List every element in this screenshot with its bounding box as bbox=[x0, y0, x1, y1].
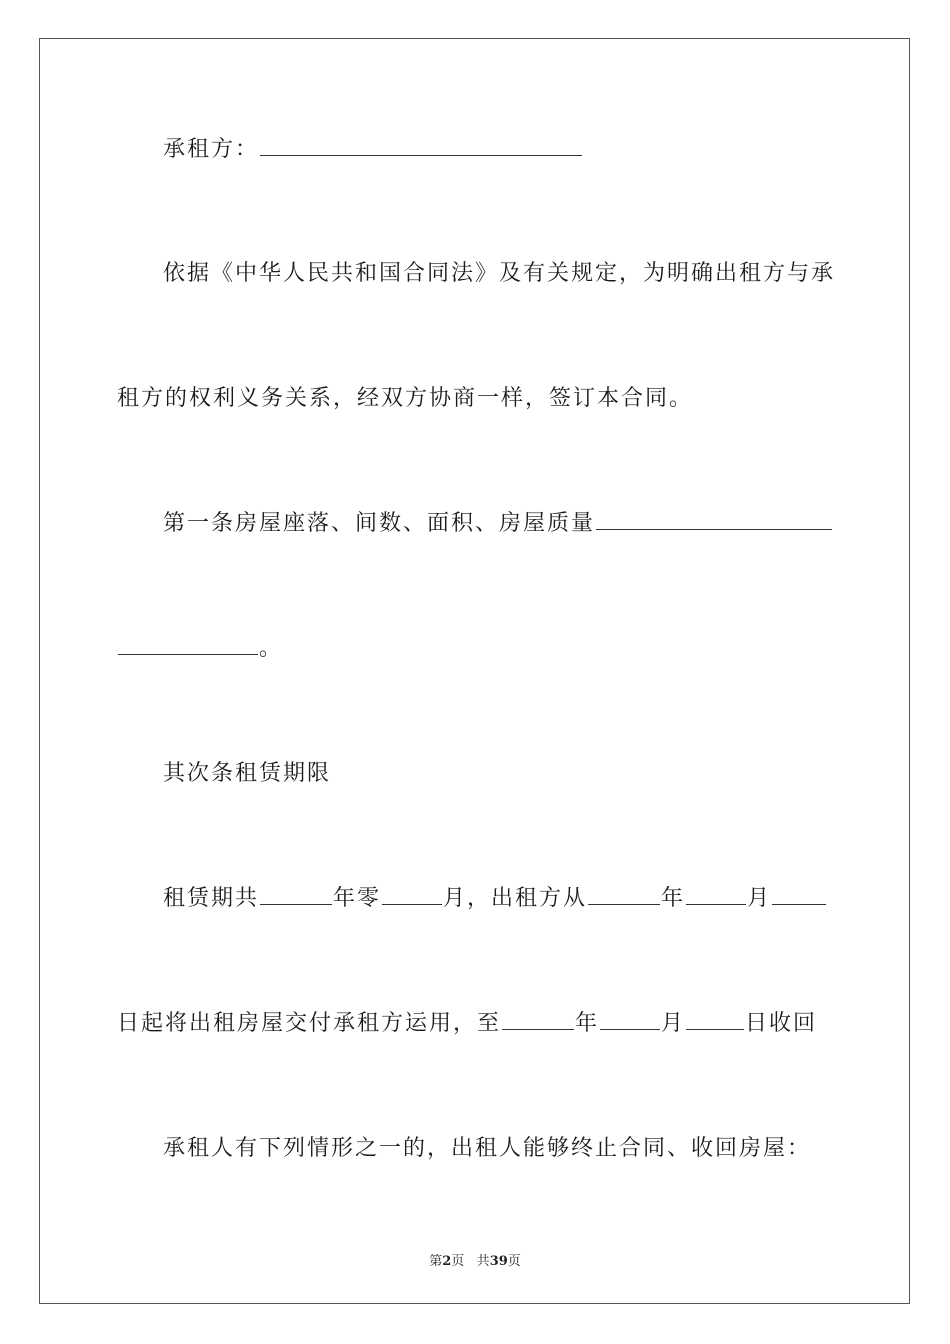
footer-total-unit: 页 bbox=[507, 1254, 521, 1269]
tenant-line bbox=[163, 135, 583, 165]
term-text-h: 月 bbox=[661, 1011, 686, 1036]
article-1-continuation bbox=[117, 634, 283, 664]
termination-clause: 承租人有下列情形之一的，出租人能够终止合同、收回房屋： bbox=[163, 1136, 812, 1161]
term-line-2 bbox=[117, 1009, 817, 1039]
term-text-a: 租赁期共 bbox=[163, 886, 260, 911]
paragraph-1a: 依据《中华人民共和国合同法》及有关规定，为明确出租方与承 bbox=[163, 261, 836, 286]
tenant-blank bbox=[260, 137, 582, 156]
article-2-title: 其次条租赁期限 bbox=[163, 761, 332, 786]
blank-start-year bbox=[588, 886, 660, 905]
page-border bbox=[39, 38, 910, 1304]
article-1-text: 第一条房屋座落、间数、面积、房屋质量 bbox=[163, 511, 596, 536]
term-line-1 bbox=[163, 884, 827, 914]
blank-end-day bbox=[686, 1011, 744, 1030]
blank-years bbox=[260, 886, 332, 905]
blank-start-month bbox=[686, 886, 746, 905]
footer-total-prefix: 共 bbox=[476, 1254, 490, 1269]
term-text-e: 月 bbox=[747, 886, 772, 911]
term-text-b: 年零 bbox=[333, 886, 382, 911]
blank-end-year bbox=[502, 1011, 574, 1030]
term-text-d: 年 bbox=[661, 886, 686, 911]
article-1-blank bbox=[596, 511, 832, 530]
blank-start-day bbox=[772, 886, 826, 905]
footer-page-unit: 页 bbox=[451, 1254, 465, 1269]
term-text-f: 日起将出租房屋交付承租方运用，至 bbox=[117, 1011, 502, 1036]
article-1-blank-2 bbox=[118, 636, 258, 655]
article-1-line bbox=[163, 509, 833, 539]
page-footer bbox=[0, 1250, 950, 1269]
term-text-g: 年 bbox=[575, 1011, 600, 1036]
footer-page-number: 2 bbox=[442, 1254, 452, 1269]
term-text-i: 日收回 bbox=[745, 1011, 818, 1036]
blank-months bbox=[382, 886, 442, 905]
tenant-label: 承租方： bbox=[163, 137, 260, 162]
footer-total-pages: 39 bbox=[489, 1254, 508, 1269]
footer-prefix: 第 bbox=[429, 1254, 443, 1269]
period-mark: 。 bbox=[259, 636, 284, 661]
term-text-c: 月，出租方从 bbox=[443, 886, 588, 911]
paragraph-1b: 租方的权利义务关系，经双方协商一样，签订本合同。 bbox=[117, 386, 694, 411]
blank-end-month bbox=[600, 1011, 660, 1030]
